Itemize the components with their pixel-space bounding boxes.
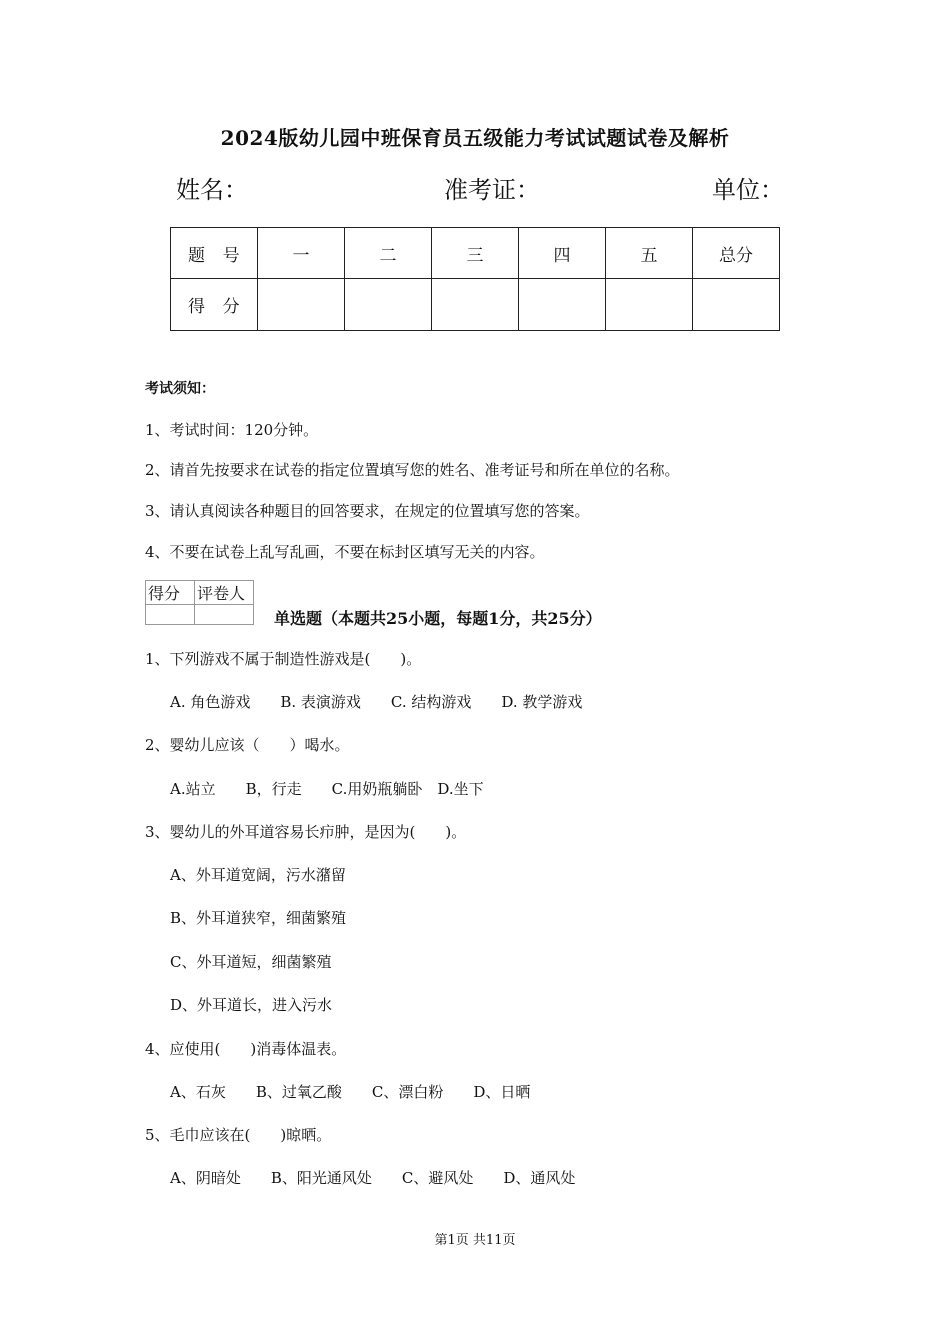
grader-score-cell[interactable] [146,605,195,625]
notice-item: 1、考试时间：120分钟。 [145,421,319,439]
score-cell[interactable] [258,279,345,331]
exam-number-label: 准考证： [444,176,540,204]
notice-item: 3、请认真阅读各种题目的回答要求，在规定的位置填写您的答案。 [145,502,590,520]
question-options: A. 角色游戏 B. 表演游戏 C. 结构游戏 D. 教学游戏 [170,693,583,711]
question-stem: 5、毛巾应该在( )晾晒。 [145,1126,332,1144]
grader-score-label: 得分 [146,581,195,605]
question-number-label: 题 号 [171,228,258,279]
question-option: C、外耳道短，细菌繁殖 [170,953,332,971]
grader-reviewer-cell[interactable] [195,605,254,625]
question-options: A、石灰 B、过氧乙酸 C、漂白粉 D、日晒 [170,1083,531,1101]
question-stem: 2、婴幼儿应该（ ）喝水。 [145,736,350,754]
name-label: 姓名： [176,176,248,204]
score-cell[interactable] [693,279,780,331]
grader-reviewer-label: 评卷人 [195,581,254,605]
score-col-4: 四 [519,228,606,279]
page-footer: 第1页 共11页 [434,1233,516,1248]
score-col-total: 总分 [693,228,780,279]
section-title: 单选题（本题共25小题，每题1分，共25分） [274,609,602,628]
unit-label: 单位： [712,176,784,204]
question-option: D、外耳道长，进入污水 [170,996,333,1014]
question-options: A、阴暗处 B、阳光通风处 C、避风处 D、通风处 [170,1169,576,1187]
question-options: A.站立 B，行走 C.用奶瓶躺卧 D.坐下 [170,780,484,798]
score-col-3: 三 [432,228,519,279]
score-cell[interactable] [432,279,519,331]
score-cell[interactable] [519,279,606,331]
score-col-1: 一 [258,228,345,279]
score-table-header-row [171,228,780,279]
question-option: A、外耳道宽阔，污水潴留 [170,866,346,884]
question-stem: 4、应使用( )消毒体温表。 [145,1040,347,1058]
notice-title: 考试须知： [145,381,215,397]
score-cell[interactable] [606,279,693,331]
score-label: 得 分 [171,279,258,331]
question-option: B、外耳道狭窄，细菌繁殖 [170,909,347,927]
notice-item: 4、不要在试卷上乱写乱画，不要在标封区填写无关的内容。 [145,543,545,561]
score-col-5: 五 [606,228,693,279]
score-cell[interactable] [345,279,432,331]
score-col-2: 二 [345,228,432,279]
score-table [170,227,780,331]
page-title: 2024版幼儿园中班保育员五级能力考试试题试卷及解析 [220,126,730,150]
question-stem: 1、下列游戏不属于制造性游戏是( )。 [145,650,422,668]
grader-box [145,580,254,625]
score-table-score-row [171,279,780,331]
notice-item: 2、请首先按要求在试卷的指定位置填写您的姓名、准考证号和所在单位的名称。 [145,461,680,479]
question-stem: 3、婴幼儿的外耳道容易长疖肿，是因为( )。 [145,823,467,841]
